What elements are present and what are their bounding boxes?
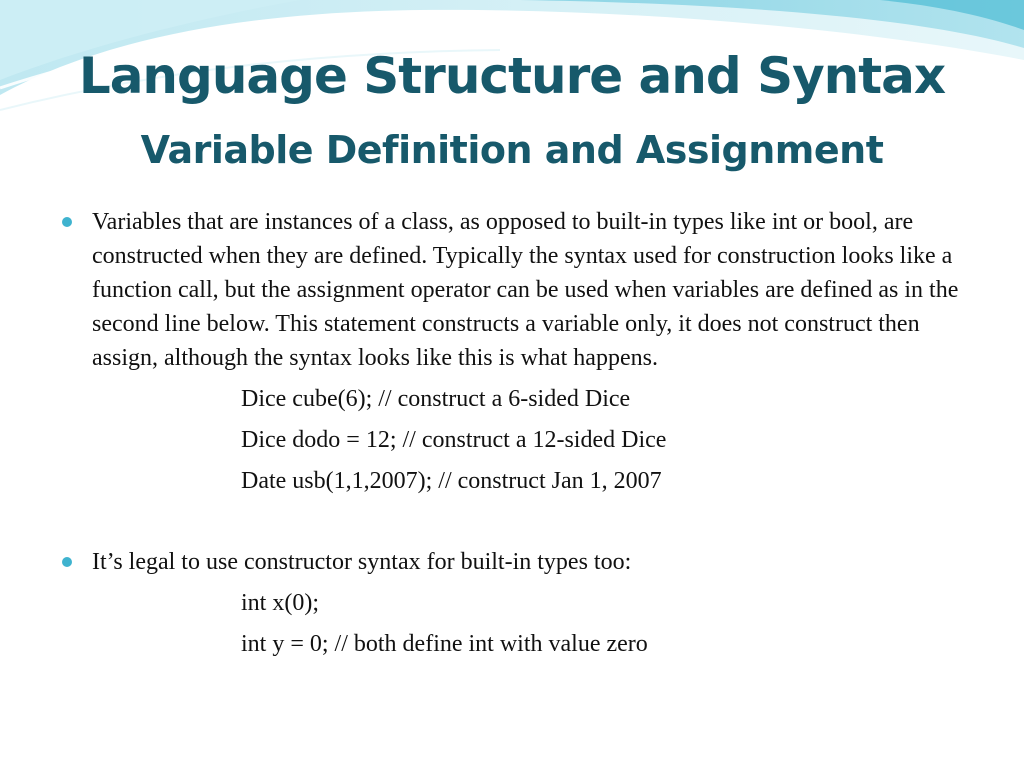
bullet-text: It’s legal to use constructor syntax for built-in types too: <box>92 549 632 575</box>
bullet-item <box>62 545 962 661</box>
bullet-text: Variables that are instances of a class, as opposed to built-in types like int or bool, are constructed when they are defined. Typically the syntax used for construction looks like a function call, but the assignment operator can be used when variables are defined as in the second line below. This statement constructs a variable only, it does not construct then assign, although the syntax looks like this is what happens. <box>92 209 959 371</box>
code-line: Dice dodo = 12; // construct a 12-sided Dice <box>241 427 667 453</box>
round-bullet-icon <box>62 557 72 567</box>
slide-title: Language Structure and Syntax <box>78 47 946 105</box>
code-line: int x(0); <box>241 590 319 616</box>
slide-subtitle: Variable Definition and Assignment <box>140 128 884 172</box>
bullet-item <box>62 205 962 498</box>
slide-body <box>62 205 962 661</box>
spacer <box>62 498 962 545</box>
code-line: Dice cube(6); // construct a 6-sided Dice <box>241 386 631 412</box>
round-bullet-icon <box>62 217 72 227</box>
code-line: Date usb(1,1,2007); // construct Jan 1, 2007 <box>241 468 662 494</box>
code-line: int y = 0; // both define int with value zero <box>241 631 648 657</box>
